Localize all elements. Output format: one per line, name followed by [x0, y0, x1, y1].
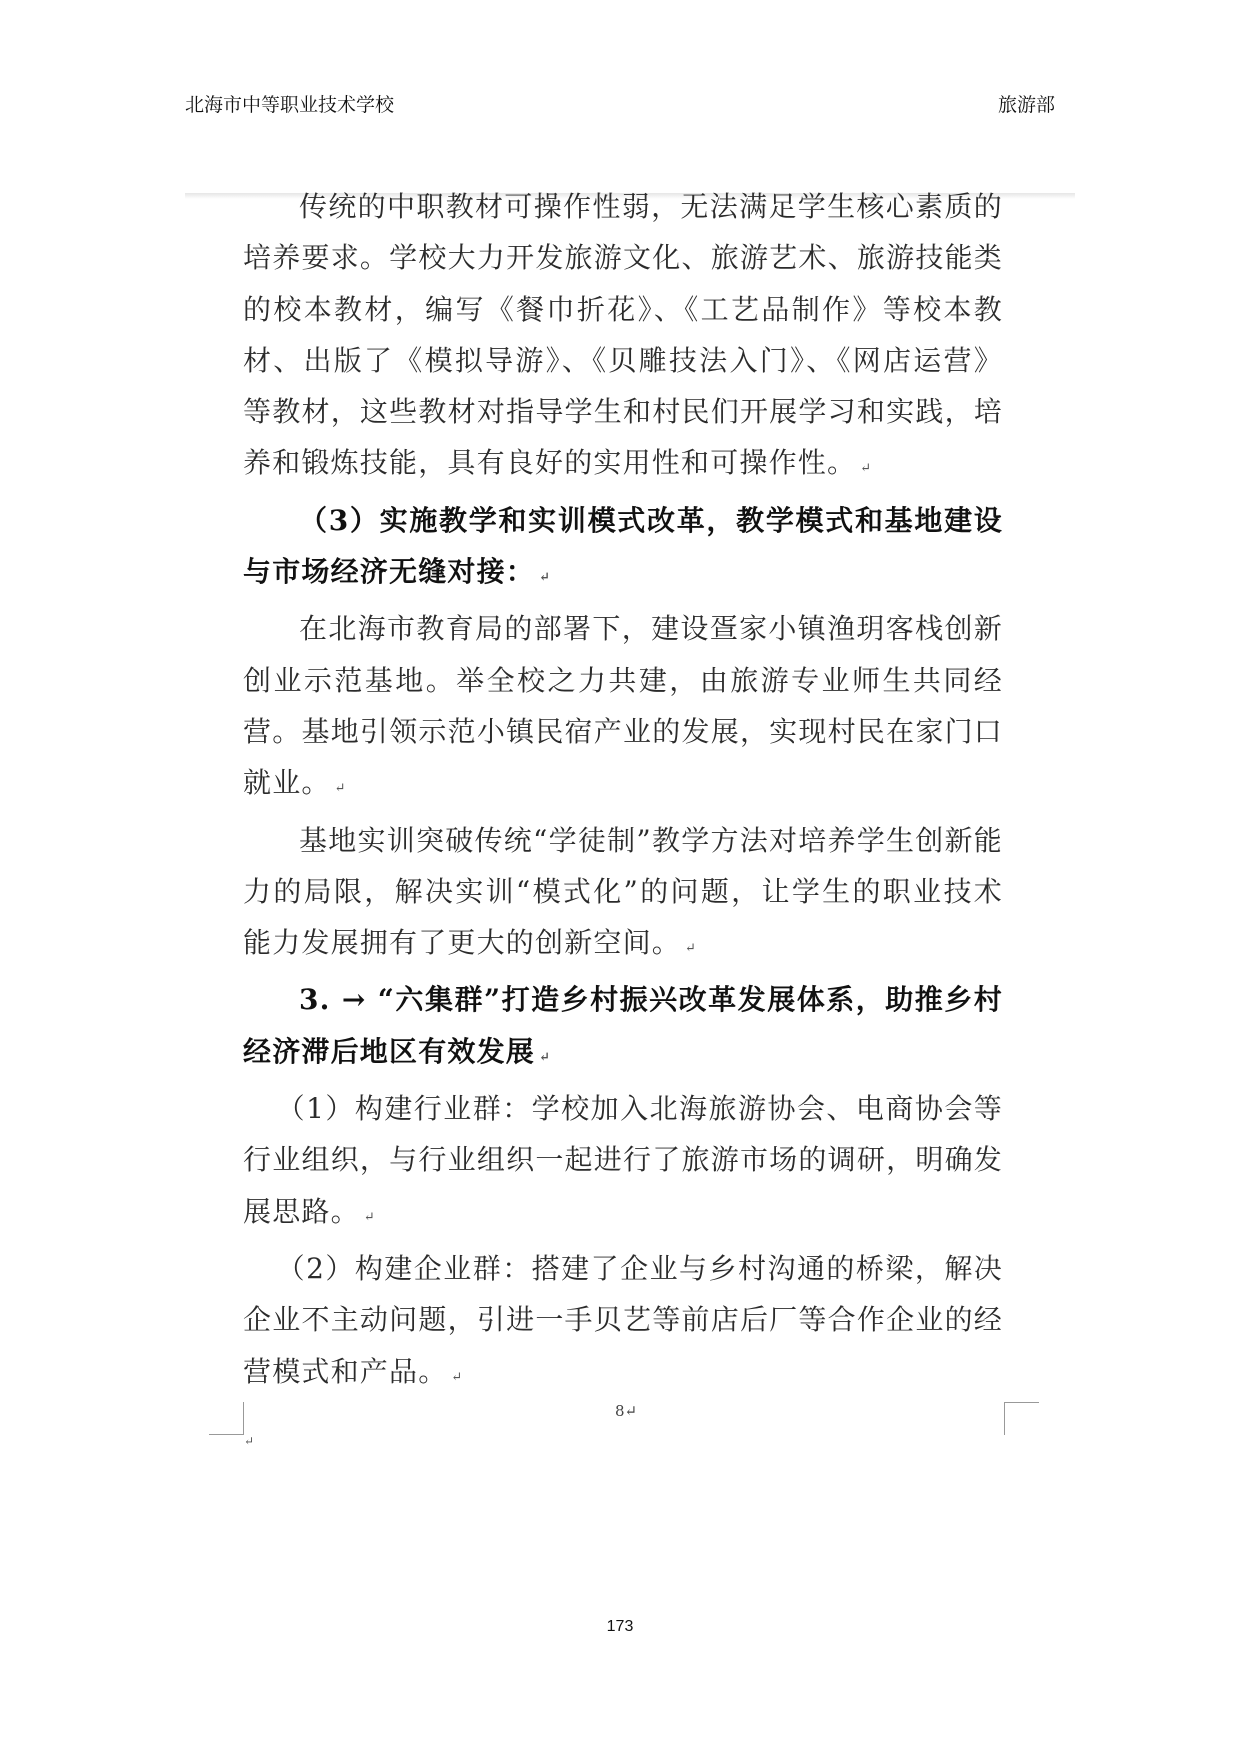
return-mark-icon: ↵: [334, 781, 346, 797]
return-mark-icon: ↵: [539, 570, 550, 586]
paragraph-enterprise-group: （2）构建企业群：搭建了企业与乡村沟通的桥梁，解决企业不主动问题，引进一手贝艺等前店后厂等合作企业的经营模式和产品。 ↵: [243, 1251, 1003, 1388]
return-mark-icon: ↵: [685, 941, 696, 957]
paragraph-industry-group: （1）构建行业群：学校加入北海旅游协会、电商协会等行业组织，与行业组织一起进行了旅游市场的调研，明确发展思路。 ↵: [243, 1092, 1003, 1228]
crop-mark-left-icon: [209, 1402, 244, 1435]
return-mark-icon: ↵: [451, 1369, 463, 1385]
return-mark-icon: ↵: [363, 1209, 375, 1225]
paragraph-base: 在北海市教育局的部署下，建设疍家小镇渔玥客栈创新创业示范基地。举全校之力共建，由旅游专业师生共同经营。基地引领示范小镇民宿产业的发展，实现村民在家门口就业。 ↵: [243, 612, 1003, 800]
paragraph-training: 基地实训突破传统“学徒制”教学方法对培养学生创新能力的局限，解决实训“模式化”的问题，让学生的职业技术能力发展拥有了更大的创新空间。 ↵: [243, 823, 1003, 960]
paragraph-textbooks: 传统的中职教材可操作性弱，无法满足学生核心素质的培养要求。学校大力开发旅游文化、旅游艺术、旅游技能类的校本教材，编写《餐巾折花》、《工艺品制作》等校本教材、出版了《模拟导游》、《贝雕技法入门》、《网店运营》等教材，这些教材对指导学生和村民们开展学习和实践，培养和锻炼技能，具有良好的实用性和可操作性。 ↵: [243, 190, 1003, 480]
scanned-page-number: 8↵: [615, 1402, 638, 1420]
header-department: 旅游部: [997, 94, 1055, 116]
heading-six-clusters: 3. → “六集群”打造乡村振兴改革发展体系，助推乡村经济滞后地区有效发展 ↵: [243, 983, 1003, 1068]
return-mark-icon: ↵: [539, 1049, 550, 1065]
header-school-name: 北海市中等职业技术学校: [185, 94, 395, 116]
crop-mark-right-icon: [1004, 1402, 1039, 1435]
body-text: [243, 181, 1003, 1403]
return-mark-icon: ↵: [244, 1434, 255, 1448]
page-number: 173: [606, 1618, 634, 1635]
heading-reform: （3）实施教学和实训模式改革，教学模式和基地建设与市场经济无缝对接： ↵: [243, 503, 1003, 589]
return-mark-icon: ↵: [860, 461, 872, 477]
